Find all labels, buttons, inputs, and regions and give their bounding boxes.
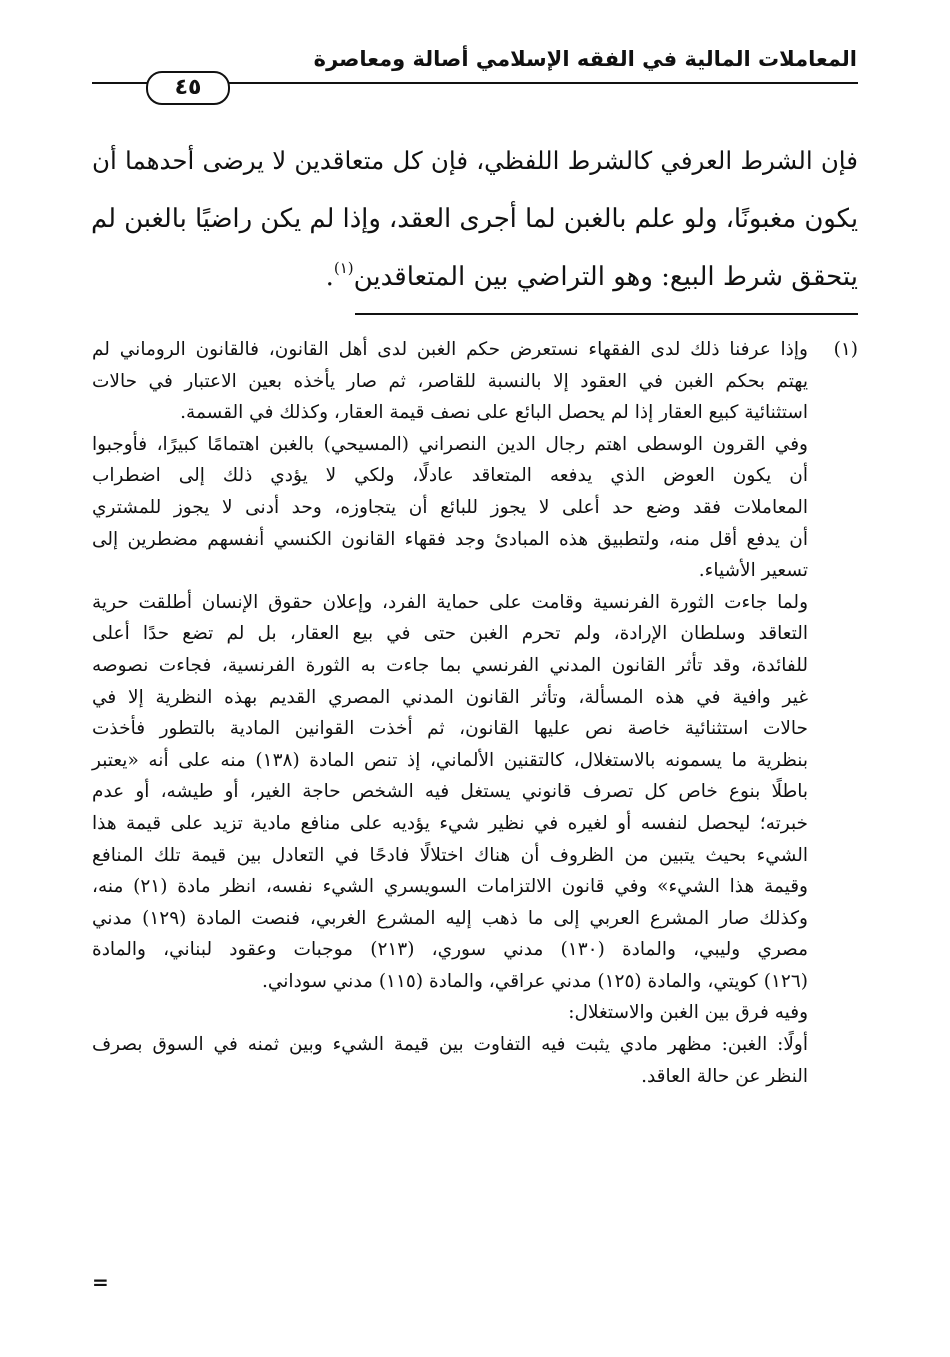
main-line: يكون مغبونًا، ولو علم بالغبن لما أجرى العقد، وإذا لم يكن راضيًا بالغبن لم xyxy=(90,204,858,234)
footnote-line-text: وإذا عرفنا ذلك لدى الفقهاء نستعرض حكم الغبن لدى أهل القانون، فالقانون الروماني لم xyxy=(92,339,808,360)
footnote-line: النظر عن حالة العاقد. xyxy=(641,1065,808,1087)
footnote-line: المعاملات فقد وضع حد أعلى لا يجوز للبائع أن يتجاوزه، وحد أدنى لا يجوز للمشتري xyxy=(92,496,808,518)
footnote-line: وفي القرون الوسطى اهتم رجال الدين النصراني (المسيحي) بالغبن اهتمامًا كبيرًا، فأوجبوا xyxy=(92,433,808,455)
main-paragraph xyxy=(92,132,858,306)
footnote-line: حالات استثنائية خاصة نص عليها القانون، ثم أخذت القوانين المادية بالتطور فأخذت xyxy=(92,718,808,740)
footnote-line: الشيء بحيث يتبين من الظروف أن هناك اختلالًا فادحًا في التعادل بين قيمة تلك المنافع xyxy=(92,844,808,866)
running-title: المعاملات المالية في الفقه الإسلامي أصالة ومعاصرة xyxy=(313,47,857,71)
footnote-separator xyxy=(355,313,858,315)
footnote-line: غير وافية في هذه المسألة، وتأثر القانون المدني المصري القديم بهذه النظرية إلا في xyxy=(92,686,808,708)
footnote-line: أولًا: الغبن: مظهر مادي يثبت فيه التفاوت بين قيمة الشيء وبين ثمنه في السوق بصرف xyxy=(92,1034,808,1056)
main-line-text: يتحقق شرط البيع: وهو التراضي بين المتعاقدين xyxy=(353,262,858,292)
footnote-line: مصري وليبي، والمادة (١٣٠) مدني سوري، (٢١٣) موجبات وعقود لبناني، والمادة xyxy=(92,939,808,961)
footnote-line: وفيه فرق بين الغبن والاستغلال: xyxy=(568,1002,808,1024)
footnote-marker: (١) xyxy=(833,339,858,360)
footnote-line: تسعير الأشياء. xyxy=(698,560,808,582)
footnote xyxy=(92,334,858,1092)
footnote-line: للفائدة، وقد تأثر القانون المدني الفرنسي بما جاءت به الثورة الفرنسية، فجاءت نصوصه xyxy=(92,654,808,676)
main-line-end: . xyxy=(325,262,334,292)
footnote-line: بنظرية ما يسمونه بالاستغلال، كالتقنين الألماني، إذ تنص المادة (١٣٨) منه على أنه «يعتبر xyxy=(92,749,808,771)
main-line: فإن الشرط العرفي كالشرط اللفظي، فإن كل متعاقدين لا يرضى أحدهما أن xyxy=(92,146,858,175)
footnote-line: باطلًا بنوع خاص كل تصرف قانوني يستغل فيه الشخص حاجة الغير، أو طيشه، أو عدم xyxy=(92,781,808,803)
footnote-line: وقيمة هذا الشيء» وفي قانون الالتزامات السويسري الشيء نفسه، انظر مادة (٢١) منه، xyxy=(92,876,808,898)
continuation-mark: = xyxy=(92,1270,109,1294)
footnote-line: ولما جاءت الثورة الفرنسية وقامت على حماية الفرد، وإعلان حقوق الإنسان أطلقت حرية xyxy=(92,591,808,613)
footnote-line: (١٢٦) كويتي، والمادة (١٢٥) مدني عراقي، والمادة (١١٥) مدني سوداني. xyxy=(261,970,808,992)
footnote-line xyxy=(92,334,858,366)
footnote-reference: (١) xyxy=(333,259,354,277)
footnote-line: التعاقد وسلطان الإرادة، ولم تحرم الغبن حتى في بيع العقار، بل لم تضع حدًا أعلى xyxy=(92,623,808,645)
footnote-line: خبرته؛ ليحصل لنفسه أو لغيره في نظير شيء يؤديه على منافع مادية تزيد على قيمة هذا xyxy=(92,812,808,834)
footnote-line: يهتم بحكم الغبن في العقود إلا بالنسبة للقاصر، ثم صار يأخذه بعين الاعتبار في حالات xyxy=(92,370,808,392)
page-number: ٤٥ xyxy=(146,71,230,105)
footnote-line: أن يدفع أقل منه، ولتطبيق هذه المبادئ وجد فقهاء القانون الكنسي أنفسهم مضطرين إلى xyxy=(92,528,808,550)
main-line xyxy=(92,248,858,306)
footnote-line: استثنائية كبيع العقار إذا لم يحصل البائع على نصف قيمة العقار، وكذلك في القسمة. xyxy=(180,402,808,424)
footnote-line: وكذلك صار المشرع العربي إلى ما ذهب إليه المشرع الغربي، فنصت المادة (١٢٩) مدني xyxy=(92,907,808,929)
footnote-line: أن يكون العوض الذي يدفعه المتعاقد عادلًا، ولكي لا يؤدي ذلك إلى اضطراب xyxy=(92,465,808,487)
